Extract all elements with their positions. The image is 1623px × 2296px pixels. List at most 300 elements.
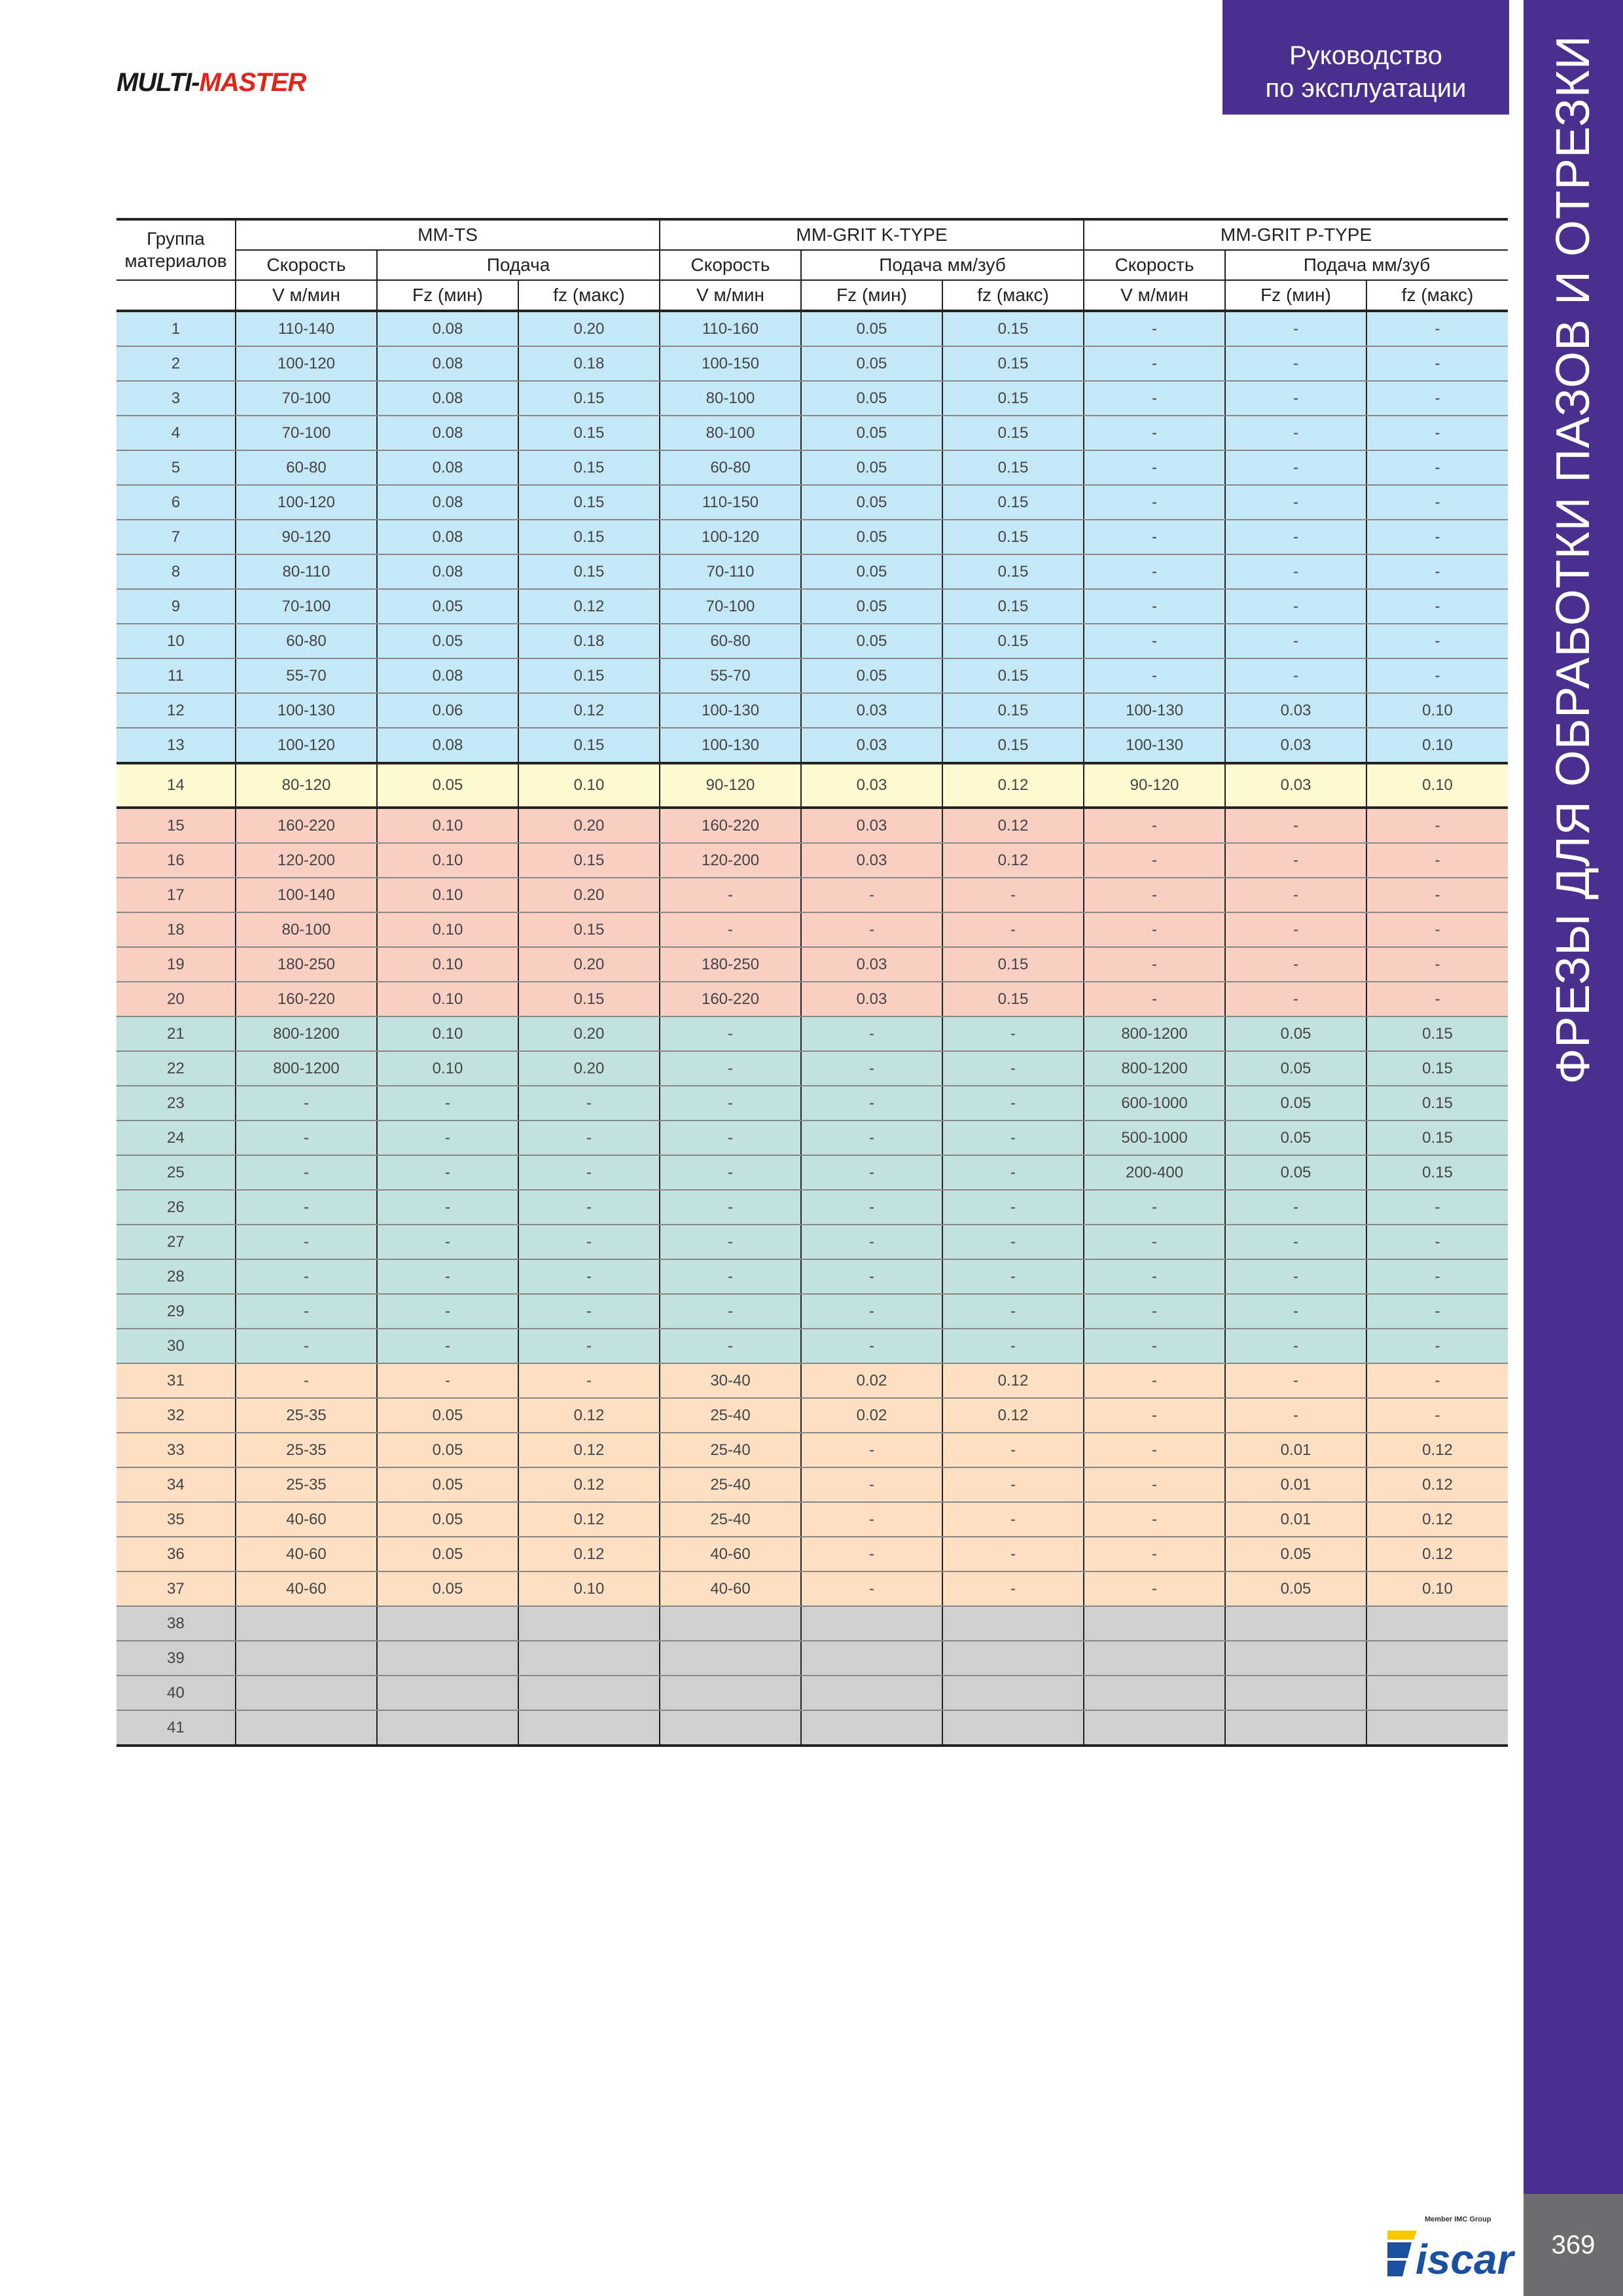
table-cell: 160-220 <box>660 808 801 843</box>
table-cell: - <box>236 1155 377 1190</box>
table-cell: 0.05 <box>377 1467 518 1502</box>
material-group-cell: 20 <box>116 982 236 1016</box>
table-row <box>116 1225 1508 1259</box>
table-cell <box>801 1710 942 1746</box>
table-cell: 0.15 <box>1366 1086 1508 1121</box>
page-number: 369 <box>1524 2194 1623 2296</box>
table-row <box>116 520 1508 554</box>
header-p-fzmin: Fz (мин) <box>1225 280 1366 311</box>
material-group-cell: 24 <box>116 1121 236 1155</box>
table-cell <box>377 1710 518 1746</box>
table-cell: 90-120 <box>236 520 377 554</box>
table-cell <box>1084 1710 1225 1746</box>
table-cell: 0.03 <box>801 947 942 982</box>
table-cell: 0.10 <box>377 982 518 1016</box>
table-cell: 0.15 <box>942 346 1084 381</box>
table-cell: - <box>1225 1225 1366 1259</box>
table-cell: - <box>1366 311 1508 346</box>
table-cell: 0.12 <box>518 1502 660 1537</box>
table-cell: - <box>518 1086 660 1121</box>
table-cell: 0.05 <box>801 450 942 485</box>
table-cell: - <box>1225 982 1366 1016</box>
material-group-cell: 41 <box>116 1710 236 1746</box>
table-cell: 0.12 <box>518 589 660 624</box>
table-cell: - <box>942 912 1084 947</box>
table-cell: 160-220 <box>660 982 801 1016</box>
material-group-cell: 8 <box>116 554 236 589</box>
table-cell: - <box>518 1294 660 1329</box>
table-cell: - <box>1225 589 1366 624</box>
header-mm-grit-k: MM-GRIT K-TYPE <box>660 219 1084 250</box>
table-cell: - <box>518 1121 660 1155</box>
table-cell: - <box>942 1571 1084 1606</box>
table-cell: - <box>1366 1259 1508 1294</box>
table-cell: - <box>377 1190 518 1225</box>
table-cell: - <box>236 1121 377 1155</box>
table-cell: - <box>1084 1190 1225 1225</box>
material-group-cell: 31 <box>116 1363 236 1398</box>
table-cell: - <box>1084 982 1225 1016</box>
material-group-cell: 21 <box>116 1016 236 1051</box>
table-cell: 0.10 <box>1366 693 1508 728</box>
table-cell: 0.05 <box>377 1537 518 1571</box>
table-row <box>116 1086 1508 1121</box>
material-group-cell: 13 <box>116 728 236 763</box>
table-cell: - <box>942 1086 1084 1121</box>
table-cell <box>942 1606 1084 1641</box>
table-row <box>116 693 1508 728</box>
table-cell: 0.03 <box>801 728 942 763</box>
table-cell <box>801 1676 942 1710</box>
table-row <box>116 658 1508 693</box>
table-cell: - <box>942 1433 1084 1467</box>
table-cell: 0.05 <box>377 589 518 624</box>
table-cell: - <box>1084 1433 1225 1467</box>
table-cell <box>377 1606 518 1641</box>
table-cell <box>1084 1641 1225 1676</box>
table-cell: 0.15 <box>942 416 1084 450</box>
material-group-cell: 28 <box>116 1259 236 1294</box>
table-cell: - <box>801 1329 942 1363</box>
table-cell: - <box>801 1467 942 1502</box>
logo-part2: MASTER <box>199 68 306 97</box>
material-group-cell: 2 <box>116 346 236 381</box>
table-row <box>116 1363 1508 1398</box>
table-cell: 0.10 <box>377 878 518 912</box>
table-cell: - <box>377 1155 518 1190</box>
table-cell: 0.10 <box>518 1571 660 1606</box>
table-cell: - <box>1084 1571 1225 1606</box>
table-cell: - <box>801 1086 942 1121</box>
table-cell: - <box>518 1363 660 1398</box>
table-cell: 90-120 <box>660 763 801 808</box>
table-cell: - <box>660 1225 801 1259</box>
table-row <box>116 381 1508 416</box>
table-cell: - <box>1084 520 1225 554</box>
material-group-cell: 19 <box>116 947 236 982</box>
table-cell: - <box>1084 878 1225 912</box>
table-cell: 100-120 <box>236 346 377 381</box>
table-cell: - <box>236 1225 377 1259</box>
table-cell: - <box>1366 947 1508 982</box>
table-cell: 0.05 <box>377 763 518 808</box>
table-cell: - <box>660 1086 801 1121</box>
header-p-vmin: V м/мин <box>1084 280 1225 311</box>
table-cell <box>801 1641 942 1676</box>
table-cell: 90-120 <box>1084 763 1225 808</box>
table-cell <box>1225 1676 1366 1710</box>
table-cell: - <box>236 1329 377 1363</box>
table-cell: 120-200 <box>236 843 377 878</box>
material-group-cell: 10 <box>116 624 236 658</box>
material-group-cell: 7 <box>116 520 236 554</box>
logo-part1: MULTI- <box>116 68 200 97</box>
table-cell: - <box>801 1294 942 1329</box>
table-cell: - <box>236 1259 377 1294</box>
table-cell <box>942 1710 1084 1746</box>
material-group-cell: 16 <box>116 843 236 878</box>
table-cell: - <box>660 1016 801 1051</box>
header-k-fzmin: Fz (мин) <box>801 280 942 311</box>
table-cell: 0.08 <box>377 311 518 346</box>
table-cell: 100-150 <box>660 346 801 381</box>
material-group-cell: 27 <box>116 1225 236 1259</box>
table-cell: 0.12 <box>518 1467 660 1502</box>
table-cell <box>377 1641 518 1676</box>
table-cell: - <box>1225 381 1366 416</box>
table-row <box>116 843 1508 878</box>
table-cell: 0.05 <box>377 624 518 658</box>
header-k-vmin: V м/мин <box>660 280 801 311</box>
table-cell: - <box>1366 381 1508 416</box>
table-cell: 0.15 <box>1366 1051 1508 1086</box>
table-cell: 160-220 <box>236 982 377 1016</box>
table-cell: 0.20 <box>518 1016 660 1051</box>
section-title: ФРЕЗЫ ДЛЯ ОБРАБОТКИ ПАЗОВ И ОТРЕЗКИ <box>1547 35 1599 1085</box>
table-cell: 110-160 <box>660 311 801 346</box>
table-cell: - <box>1225 1329 1366 1363</box>
header-k-feed: Подача мм/зуб <box>801 250 1084 280</box>
table-cell: 0.15 <box>518 450 660 485</box>
table-cell: 100-140 <box>236 878 377 912</box>
header-k-fzmax: fz (макс) <box>942 280 1084 311</box>
table-cell: 0.12 <box>1366 1433 1508 1467</box>
table-row <box>116 450 1508 485</box>
table-cell: - <box>236 1294 377 1329</box>
table-cell: - <box>1366 520 1508 554</box>
table-cell: - <box>1225 912 1366 947</box>
table-cell: - <box>1366 912 1508 947</box>
table-cell: 40-60 <box>236 1571 377 1606</box>
table-cell: - <box>660 912 801 947</box>
table-cell: 0.12 <box>942 843 1084 878</box>
table-row <box>116 1329 1508 1363</box>
table-cell: - <box>1225 878 1366 912</box>
table-cell: - <box>1366 416 1508 450</box>
table-row <box>116 1606 1508 1641</box>
table-cell <box>1225 1641 1366 1676</box>
material-group-cell: 6 <box>116 485 236 520</box>
table-row <box>116 1155 1508 1190</box>
table-cell: - <box>801 1502 942 1537</box>
table-cell: 80-100 <box>660 416 801 450</box>
table-cell: - <box>1366 1363 1508 1398</box>
header-p-speed: Скорость <box>1084 250 1225 280</box>
table-cell: - <box>1084 554 1225 589</box>
material-group-cell: 37 <box>116 1571 236 1606</box>
table-cell: - <box>1366 1329 1508 1363</box>
table-cell <box>801 1606 942 1641</box>
table-cell: - <box>1084 346 1225 381</box>
table-cell: 110-150 <box>660 485 801 520</box>
table-cell: 0.10 <box>518 763 660 808</box>
table-cell: - <box>1084 1329 1225 1363</box>
table-cell: 0.01 <box>1225 1502 1366 1537</box>
material-group-cell: 15 <box>116 808 236 843</box>
table-cell: - <box>1225 1190 1366 1225</box>
table-cell: 80-100 <box>660 381 801 416</box>
table-cell: 0.05 <box>801 520 942 554</box>
header-material-group: Группа материалов <box>116 219 236 280</box>
table-cell: 0.12 <box>942 763 1084 808</box>
table-cell: - <box>1225 1259 1366 1294</box>
table-cell <box>236 1710 377 1746</box>
table-cell: - <box>660 1329 801 1363</box>
table-cell: 0.05 <box>801 311 942 346</box>
table-cell: 0.05 <box>801 554 942 589</box>
table-cell: 0.03 <box>1225 728 1366 763</box>
table-cell: - <box>660 1294 801 1329</box>
table-cell: - <box>801 1433 942 1467</box>
tab-line2: по эксплуатации <box>1265 74 1467 103</box>
table-cell: 0.05 <box>801 416 942 450</box>
table-cell: - <box>1225 808 1366 843</box>
material-group-cell: 40 <box>116 1676 236 1710</box>
table-row <box>116 947 1508 982</box>
table-cell: 0.12 <box>518 1398 660 1433</box>
table-cell: - <box>518 1155 660 1190</box>
table-cell: 0.12 <box>942 1363 1084 1398</box>
iscar-logo <box>1384 2211 1515 2283</box>
table-cell: - <box>801 1259 942 1294</box>
brand-name: iscar <box>1416 2236 1514 2283</box>
table-cell: - <box>1084 843 1225 878</box>
table-cell: 100-130 <box>660 728 801 763</box>
table-cell: - <box>1084 416 1225 450</box>
table-cell: - <box>1084 912 1225 947</box>
table-cell: 0.03 <box>1225 693 1366 728</box>
table-cell: 0.15 <box>942 624 1084 658</box>
table-cell: - <box>1084 1294 1225 1329</box>
section-sidebar <box>1524 0 1623 2296</box>
table-cell: 0.15 <box>518 520 660 554</box>
table-cell: 0.15 <box>1366 1016 1508 1051</box>
table-cell: 60-80 <box>236 624 377 658</box>
material-group-cell: 29 <box>116 1294 236 1329</box>
table-cell: 0.10 <box>1366 763 1508 808</box>
table-cell: 0.05 <box>801 485 942 520</box>
table-cell: - <box>1225 520 1366 554</box>
table-cell: - <box>1225 1363 1366 1398</box>
table-cell: - <box>942 1537 1084 1571</box>
table-cell: - <box>1084 658 1225 693</box>
table-cell: 0.10 <box>377 1016 518 1051</box>
table-cell: - <box>377 1363 518 1398</box>
table-cell: 0.10 <box>377 912 518 947</box>
table-cell: 0.15 <box>1366 1121 1508 1155</box>
table-cell: - <box>660 878 801 912</box>
table-row <box>116 763 1508 808</box>
header-ts-feed: Подача <box>377 250 660 280</box>
table-row <box>116 416 1508 450</box>
table-cell <box>377 1676 518 1710</box>
table-cell: 0.03 <box>801 843 942 878</box>
header-k-speed: Скорость <box>660 250 801 280</box>
table-cell: 25-40 <box>660 1467 801 1502</box>
table-cell: - <box>1225 450 1366 485</box>
table-cell: - <box>1084 1502 1225 1537</box>
table-cell: 60-80 <box>660 450 801 485</box>
table-row <box>116 1537 1508 1571</box>
table-cell: - <box>1084 1363 1225 1398</box>
material-group-cell: 1 <box>116 311 236 346</box>
table-cell: 0.10 <box>1366 728 1508 763</box>
table-cell: 0.05 <box>377 1502 518 1537</box>
table-cell: - <box>660 1051 801 1086</box>
table-cell <box>1084 1606 1225 1641</box>
table-cell: 0.12 <box>1366 1467 1508 1502</box>
table-row <box>116 1433 1508 1467</box>
table-cell: - <box>942 1121 1084 1155</box>
material-group-cell: 36 <box>116 1537 236 1571</box>
table-cell: - <box>942 1294 1084 1329</box>
table-cell: 0.15 <box>942 485 1084 520</box>
table-cell: - <box>801 1121 942 1155</box>
table-cell <box>236 1606 377 1641</box>
table-cell: - <box>660 1190 801 1225</box>
table-cell: 0.03 <box>801 763 942 808</box>
table-row <box>116 1502 1508 1537</box>
material-group-cell: 5 <box>116 450 236 485</box>
table-cell: 0.05 <box>801 624 942 658</box>
table-row <box>116 485 1508 520</box>
table-cell: 0.08 <box>377 381 518 416</box>
table-row <box>116 982 1508 1016</box>
material-group-cell: 25 <box>116 1155 236 1190</box>
table-cell: 0.15 <box>942 381 1084 416</box>
table-cell: 25-40 <box>660 1502 801 1537</box>
table-cell: 0.15 <box>518 416 660 450</box>
table-cell: 0.20 <box>518 947 660 982</box>
table-cell: 800-1200 <box>236 1016 377 1051</box>
table-cell: 0.05 <box>377 1398 518 1433</box>
table-cell: - <box>1225 624 1366 658</box>
table-cell: - <box>1225 485 1366 520</box>
table-cell: - <box>1366 554 1508 589</box>
table-cell: - <box>1366 843 1508 878</box>
table-cell: - <box>1366 346 1508 381</box>
table-cell: 0.05 <box>1225 1121 1366 1155</box>
table-cell: 70-110 <box>660 554 801 589</box>
table-cell: - <box>1366 485 1508 520</box>
table-cell: 25-35 <box>236 1433 377 1467</box>
table-cell: 100-130 <box>236 693 377 728</box>
table-cell: - <box>1084 485 1225 520</box>
table-cell: - <box>801 1571 942 1606</box>
table-row <box>116 1259 1508 1294</box>
table-cell: - <box>942 1225 1084 1259</box>
table-cell: - <box>236 1363 377 1398</box>
table-cell: 800-1200 <box>1084 1051 1225 1086</box>
table-cell: 25-40 <box>660 1433 801 1467</box>
table-cell <box>1366 1676 1508 1710</box>
table-row <box>116 1190 1508 1225</box>
table-row <box>116 1121 1508 1155</box>
table-cell: 100-130 <box>1084 728 1225 763</box>
table-cell: - <box>1084 311 1225 346</box>
table-cell: 0.12 <box>942 808 1084 843</box>
table-cell: 0.08 <box>377 450 518 485</box>
table-cell: - <box>1084 808 1225 843</box>
table-cell: - <box>801 878 942 912</box>
table-row <box>116 1571 1508 1606</box>
table-cell: 55-70 <box>660 658 801 693</box>
table-cell: 0.15 <box>518 381 660 416</box>
table-row <box>116 589 1508 624</box>
material-group-cell: 12 <box>116 693 236 728</box>
material-group-cell: 35 <box>116 1502 236 1537</box>
table-cell: 0.18 <box>518 624 660 658</box>
header-mm-grit-p: MM-GRIT P-TYPE <box>1084 219 1508 250</box>
table-cell: 0.15 <box>942 311 1084 346</box>
table-cell <box>1084 1676 1225 1710</box>
table-cell: 120-200 <box>660 843 801 878</box>
table-cell: - <box>518 1329 660 1363</box>
table-cell: 40-60 <box>236 1537 377 1571</box>
table-cell: 0.15 <box>942 554 1084 589</box>
header-ts-fzmin: Fz (мин) <box>377 280 518 311</box>
table-cell: - <box>377 1086 518 1121</box>
table-cell: 0.10 <box>1366 1571 1508 1606</box>
table-cell: 70-100 <box>236 381 377 416</box>
table-cell: - <box>942 1502 1084 1537</box>
table-cell <box>1225 1606 1366 1641</box>
table-cell: - <box>1084 381 1225 416</box>
table-row <box>116 1676 1508 1710</box>
table-cell <box>518 1606 660 1641</box>
table-cell: 0.15 <box>1366 1155 1508 1190</box>
table-cell: 0.02 <box>801 1363 942 1398</box>
table-cell <box>660 1606 801 1641</box>
header-ts-vmin: V м/мин <box>236 280 377 311</box>
table-cell: - <box>1366 878 1508 912</box>
table-cell: - <box>518 1225 660 1259</box>
table-cell: 25-35 <box>236 1467 377 1502</box>
table-row <box>116 1467 1508 1502</box>
table-cell: 55-70 <box>236 658 377 693</box>
material-group-cell: 26 <box>116 1190 236 1225</box>
material-group-cell: 9 <box>116 589 236 624</box>
table-cell <box>236 1641 377 1676</box>
table-cell: - <box>801 1225 942 1259</box>
table-cell: - <box>942 1259 1084 1294</box>
table-cell: - <box>801 1155 942 1190</box>
table-cell <box>942 1676 1084 1710</box>
table-cell: - <box>1084 589 1225 624</box>
table-cell: 0.08 <box>377 520 518 554</box>
material-group-cell: 17 <box>116 878 236 912</box>
table-cell <box>518 1676 660 1710</box>
